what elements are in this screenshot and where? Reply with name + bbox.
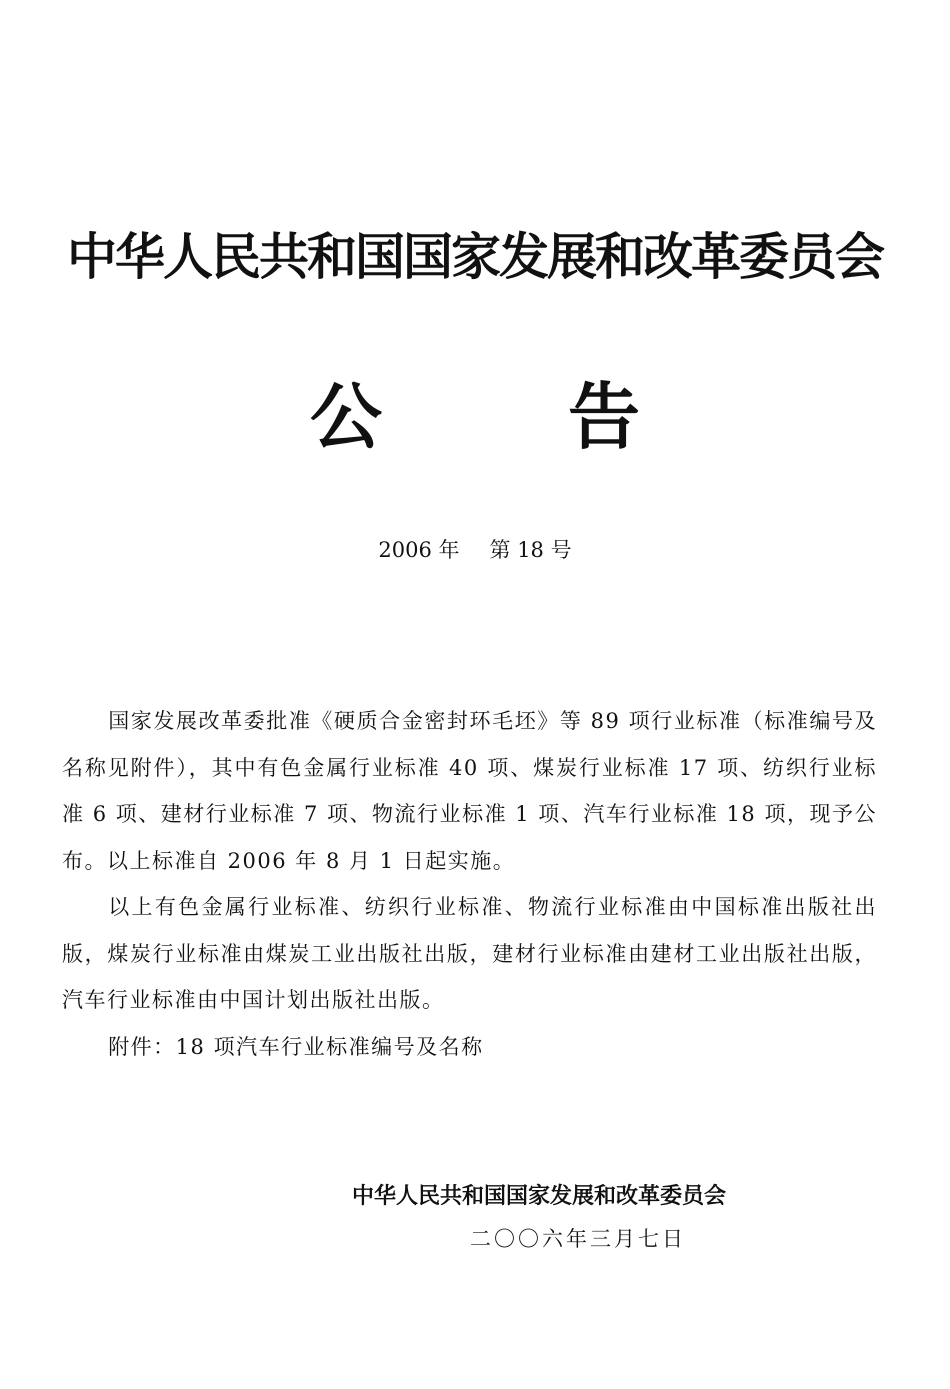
signature-agency: 中华人民共和国国家发展和改革委员会: [352, 1184, 727, 1209]
doc-issue-number: 第 18 号: [489, 538, 572, 562]
announcement-body: [62, 698, 877, 1070]
attachment-note: 附件：18 项汽车行业标准编号及名称: [108, 1034, 484, 1059]
signature-date: 二〇〇六年三月七日: [470, 1227, 686, 1251]
doc-type-char-1: 公: [310, 375, 383, 459]
doc-type-char-2: 告: [567, 375, 640, 459]
body-paragraph: 以上有色金属行业标准、纺织行业标准、物流行业标准由中国标准出版社出版，煤炭行业标准由煤炭工业出版社出版，建材行业标准由建材工业出版社出版，汽车行业标准由中国计划出版社出版。: [62, 895, 877, 1012]
doc-type-heading: [310, 372, 640, 462]
doc-year: 2006 年: [378, 538, 460, 562]
body-paragraph: 国家发展改革委批准《硬质合金密封环毛坯》等 89 项行业标准（标准编号及名称见附件），其中有色金属行业标准 40 项、煤炭行业标准 17 项、纺织行业标准 6 项、建材行业标准 7 项、物流行业标准 1 项、汽车行业标准 18 项，现予公布。以上标准自 2006 年 8 月 1 日起实施。: [62, 709, 877, 873]
doc-number: [0, 534, 950, 566]
agency-title: 中华人民共和国国家发展和改革委员会: [67, 228, 883, 286]
